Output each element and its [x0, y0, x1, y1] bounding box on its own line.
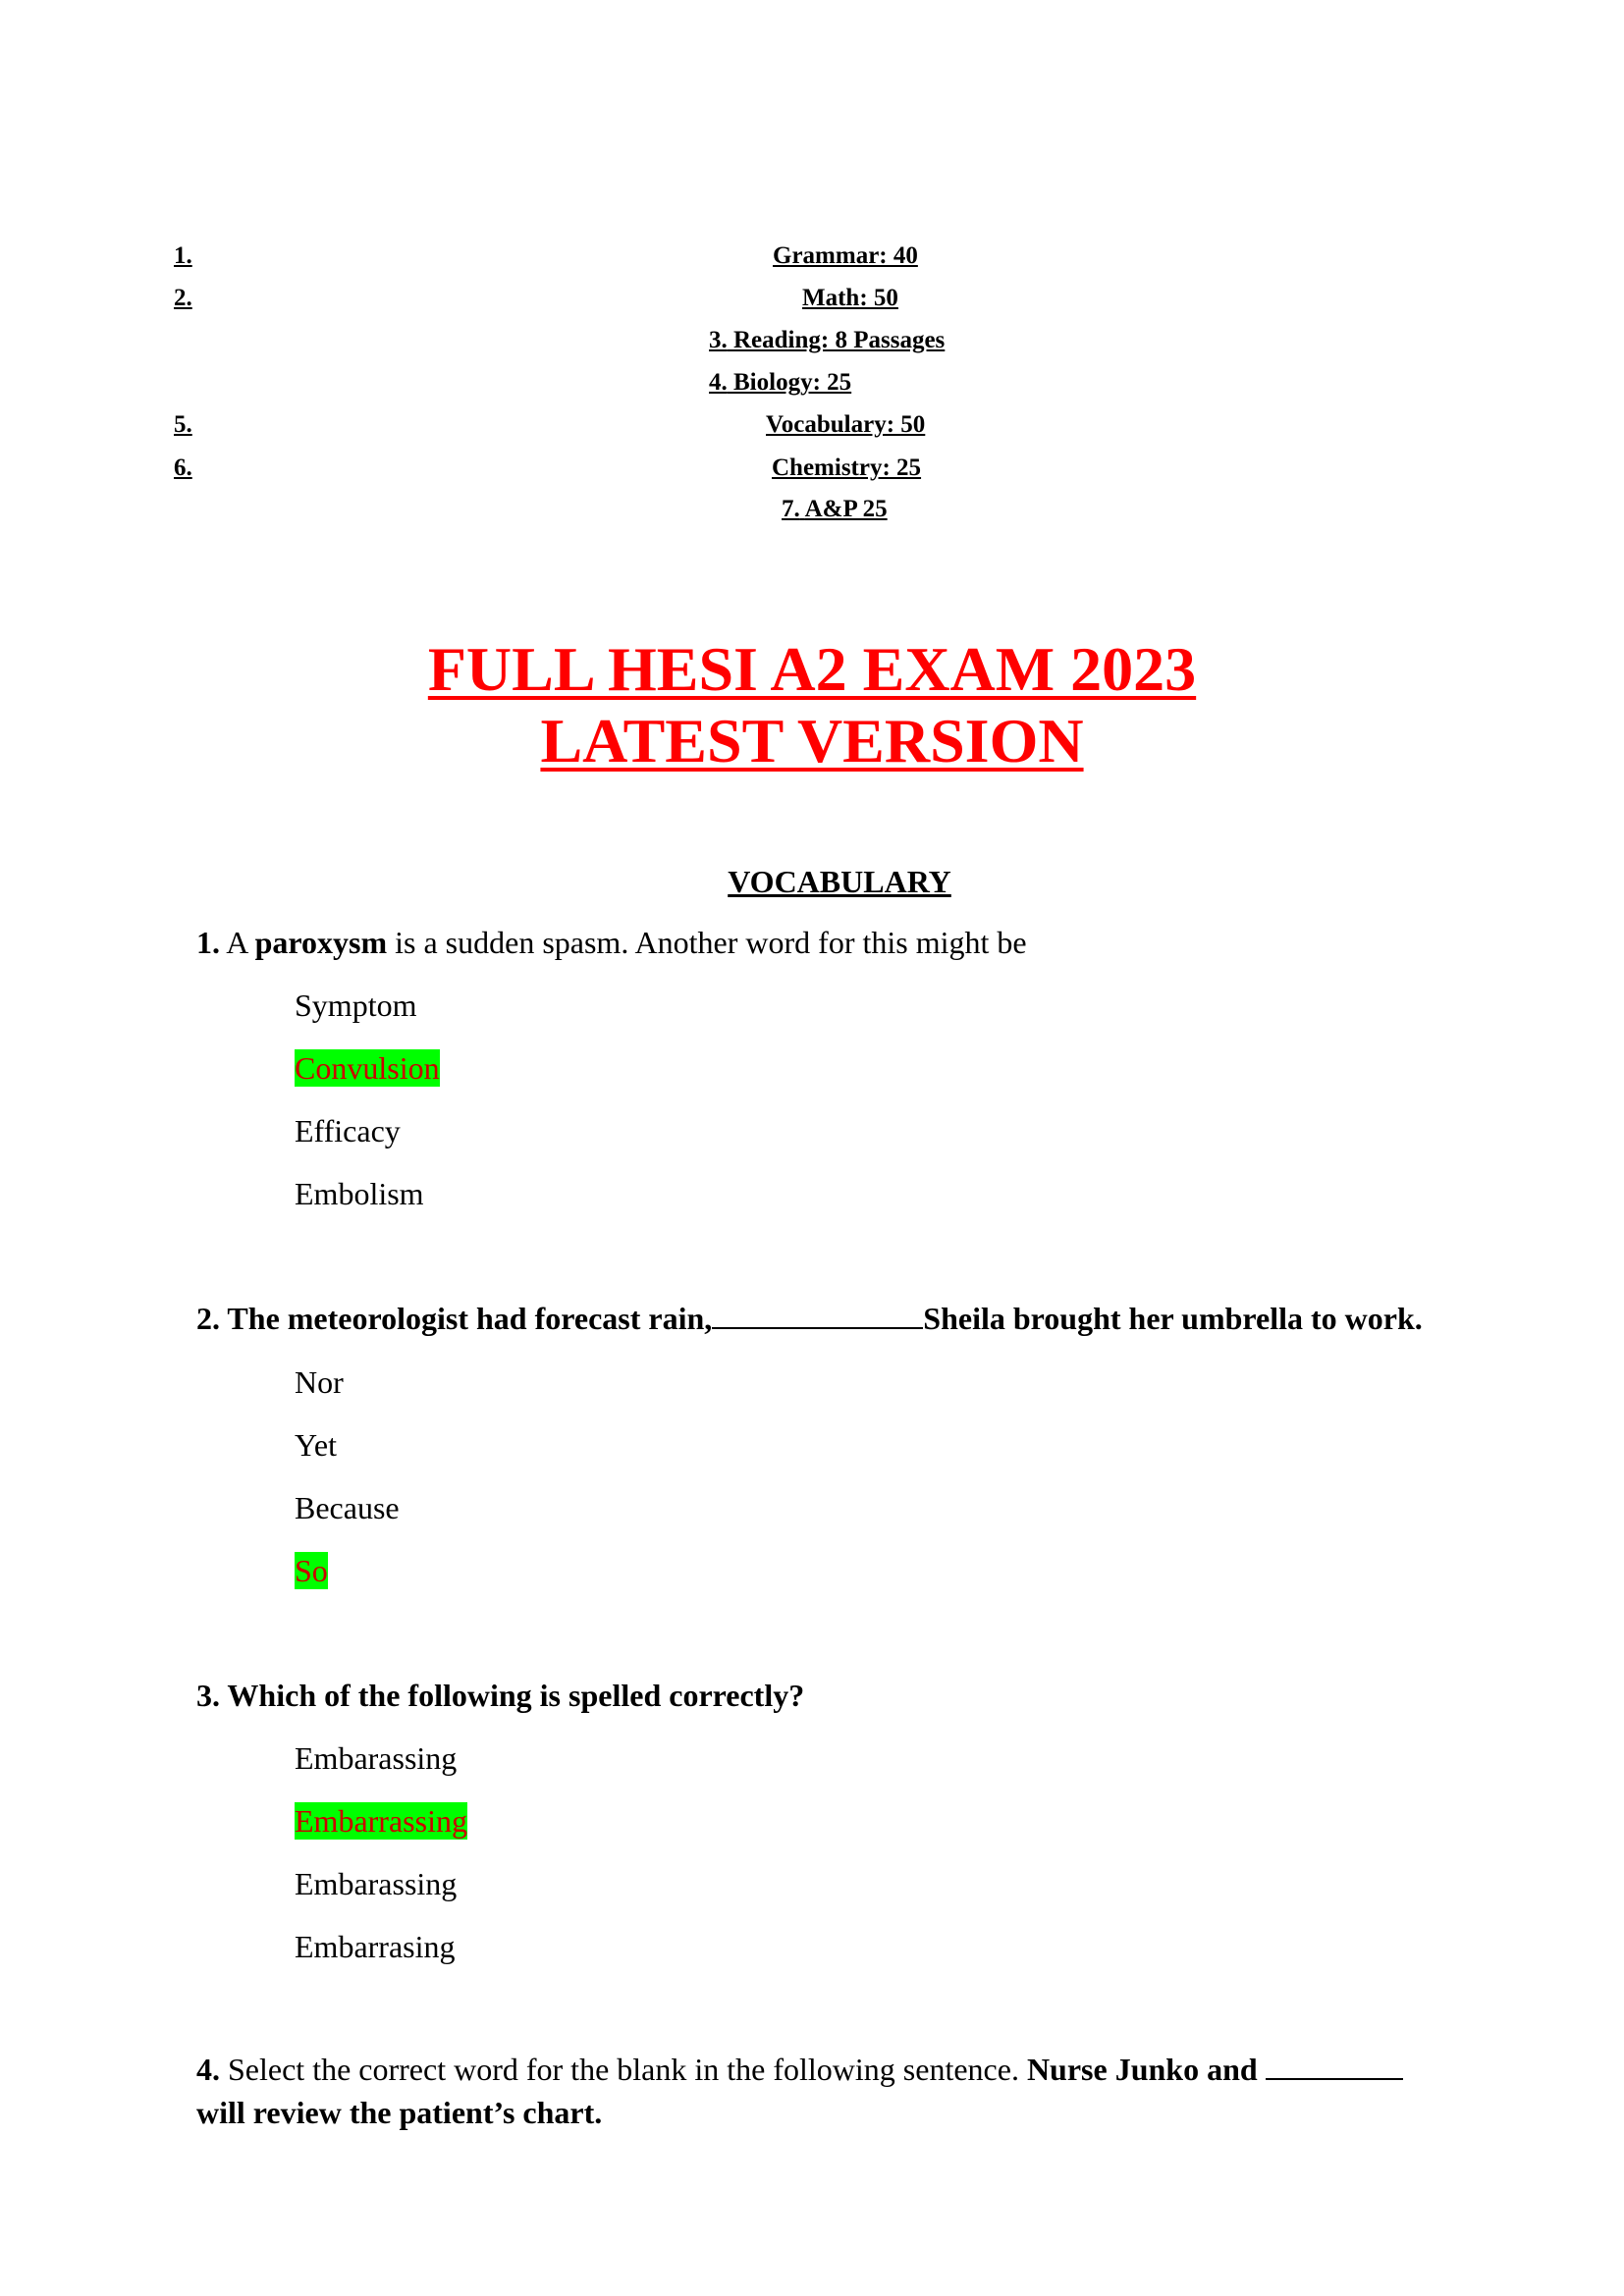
question-4-bold-a: Nurse Junko and: [1026, 2052, 1266, 2087]
toc-item-biology: [709, 369, 851, 397]
question-2-option-4-correct: So: [295, 1553, 328, 1588]
toc-num-4: 4.: [709, 369, 728, 396]
toc-item-chemistry: Chemistry: 25: [772, 454, 922, 481]
toc-num-3: 3.: [709, 327, 728, 353]
question-2-option-1: Nor: [295, 1364, 344, 1400]
toc-num-7: 7.: [782, 496, 800, 522]
question-1-post: is a sudden spasm. Another word for this might be: [387, 925, 1027, 960]
question-2-text-a: The meteorologist had forecast rain,: [220, 1301, 713, 1336]
question-1-option-4: Embolism: [295, 1176, 424, 1211]
toc-label-ap: A&P 25: [804, 496, 888, 522]
question-1-number: 1.: [196, 925, 220, 960]
question-3-number: 3.: [196, 1678, 220, 1713]
question-2-blank: [712, 1302, 923, 1329]
question-3-option-2-correct: Embarrassing: [295, 1803, 467, 1839]
toc-num-6: 6.: [174, 454, 192, 481]
toc-label-biology: Biology: 25: [733, 369, 852, 396]
toc-item-ap: [782, 496, 888, 523]
question-3-option-3: Embarassing: [295, 1866, 458, 1901]
question-4-line-1: [196, 2052, 1403, 2088]
title-line-1: FULL HESI A2 EXAM 2023: [427, 634, 1197, 704]
question-1-bold-word: paroxysm: [254, 925, 388, 960]
toc-num-5: 5.: [174, 411, 192, 438]
title-line-2: LATEST VERSION: [540, 706, 1084, 775]
toc-num-2: 2.: [174, 285, 192, 311]
question-2-option-3: Because: [295, 1490, 400, 1525]
question-3-text: Which of the following is spelled correctly?: [220, 1678, 805, 1713]
toc-num-1: 1.: [174, 242, 192, 269]
question-1-option-1: Symptom: [295, 988, 417, 1023]
section-heading: VOCABULARY: [728, 864, 951, 899]
toc-item-grammar: Grammar: 40: [773, 242, 918, 269]
question-2-option-2: Yet: [295, 1427, 337, 1463]
question-1-pre: A: [220, 925, 255, 960]
question-2-text-b: Sheila brought her umbrella to work.: [923, 1301, 1423, 1336]
question-4-line-2: will review the patient’s chart.: [196, 2095, 603, 2130]
question-1-option-2-correct: Convulsion: [295, 1050, 440, 1086]
question-4-plain: Select the correct word for the blank in the following sentence.: [220, 2052, 1027, 2087]
question-4-number: 4.: [196, 2052, 220, 2087]
toc-item-reading: [709, 327, 945, 354]
question-3-option-4: Embarrasing: [295, 1929, 456, 1964]
toc-label-reading: Reading: 8 Passages: [733, 327, 946, 353]
question-1: [196, 925, 1027, 961]
question-1-option-3: Efficacy: [295, 1113, 401, 1148]
question-3-option-1: Embarassing: [295, 1740, 458, 1776]
question-4-blank: [1266, 2053, 1403, 2080]
question-3: [196, 1678, 804, 1714]
toc-item-math: Math: 50: [802, 285, 898, 311]
question-2-number: 2.: [196, 1301, 220, 1336]
question-2: [196, 1301, 1423, 1337]
toc-item-vocabulary: Vocabulary: 50: [766, 411, 926, 438]
